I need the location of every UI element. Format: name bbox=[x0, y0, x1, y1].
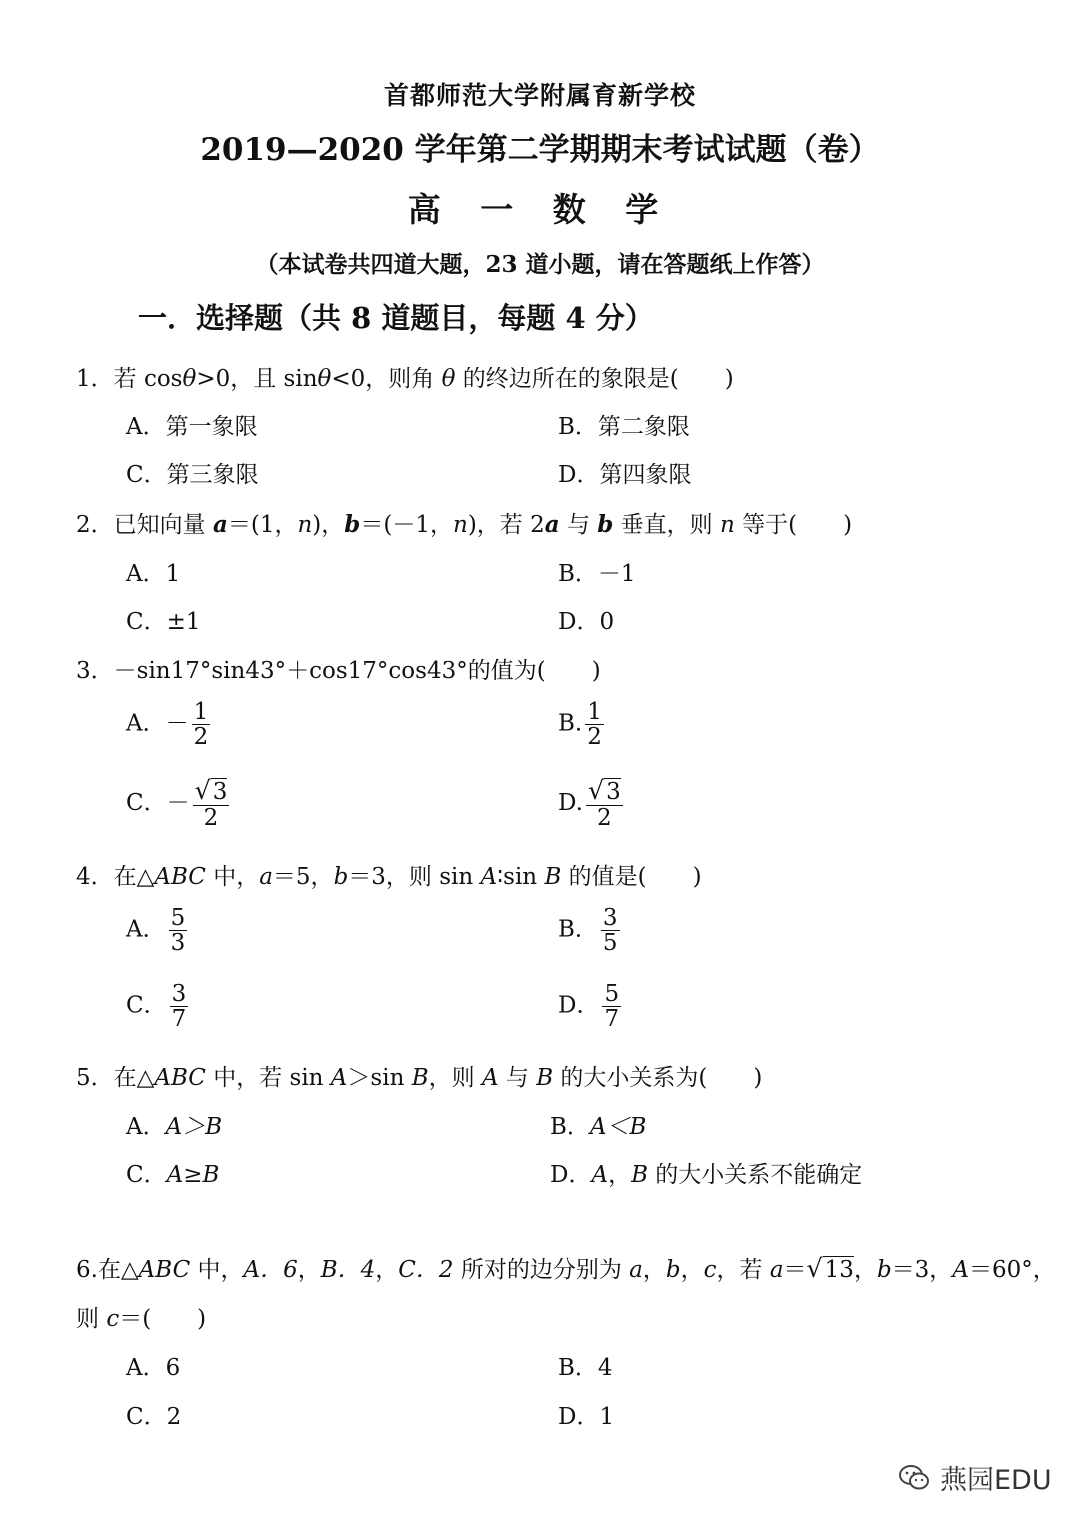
fraction: $\frac{3}{7}$ bbox=[171, 981, 187, 1033]
question-4: 4．在△ABC 中，a＝5，b＝3，则 sin A∶sin B 的值是( ) bbox=[76, 864, 702, 890]
fraction: $\frac{5}{3}$ bbox=[170, 905, 186, 957]
fraction: $\frac{1}{2}$ bbox=[193, 699, 209, 751]
q6-option-d: D．1 bbox=[558, 1404, 615, 1430]
q3-option-a: A．－ $\frac{1}{2}$ bbox=[126, 699, 209, 751]
q5-option-a: A．A＞B bbox=[126, 1114, 223, 1140]
q2-option-d: D．0 bbox=[558, 609, 615, 635]
q1-option-b: B．第二象限 bbox=[558, 414, 690, 440]
subject-title: 高 一 数 学 bbox=[407, 190, 673, 229]
q5-option-c: C．A≥B bbox=[126, 1162, 220, 1188]
q5-option-b: B．A＜B bbox=[550, 1114, 647, 1140]
watermark bbox=[898, 1458, 1052, 1497]
exam-title: 2019—2020 学年第二学期期末考试试题（卷） bbox=[200, 132, 880, 168]
section-title: 一．选择题（共 8 道题目，每题 4 分） bbox=[138, 301, 654, 335]
q2-option-b: B．－1 bbox=[558, 561, 636, 587]
q6-option-a: A．6 bbox=[126, 1355, 181, 1381]
question-1: 1．若 cosθ>0，且 sinθ<0，则角 θ 的终边所在的象限是( ) bbox=[76, 366, 734, 392]
q2-option-c: C．±1 bbox=[126, 609, 201, 635]
exam-instructions: （本试卷共四道大题，23 道小题，请在答题纸上作答） bbox=[255, 251, 825, 278]
fraction: $\frac{√3}{2}$ bbox=[194, 776, 228, 831]
q4-option-a: A． $\frac{5}{3}$ bbox=[126, 905, 186, 957]
q3-option-b: B. $\frac{1}{2}$ bbox=[558, 699, 602, 751]
q4-option-c: C． $\frac{3}{7}$ bbox=[126, 981, 187, 1033]
question-6-line-2: 则 c＝( ) bbox=[76, 1306, 207, 1332]
q6-option-b: B．4 bbox=[558, 1355, 613, 1381]
q4-option-d: D． $\frac{5}{7}$ bbox=[558, 981, 620, 1033]
q3-option-c: C．－ $\frac{√3}{2}$ bbox=[126, 776, 228, 831]
q6-option-c: C．2 bbox=[126, 1404, 182, 1430]
watermark-text: 燕园EDU bbox=[940, 1465, 1052, 1496]
fraction: $\frac{3}{5}$ bbox=[602, 905, 618, 957]
fraction: $\frac{√3}{2}$ bbox=[587, 776, 621, 831]
question-2: 2．已知向量 a＝(1，n)，b＝(－1，n)，若 2a 与 b 垂直，则 n 等于( ) bbox=[76, 511, 853, 538]
fraction: $\frac{1}{2}$ bbox=[587, 699, 602, 751]
q2-option-a: A．1 bbox=[126, 561, 181, 587]
question-5: 5．在△ABC 中，若 sin A＞sin B，则 A 与 B 的大小关系为( ) bbox=[76, 1065, 763, 1091]
q4-option-b: B． $\frac{3}{5}$ bbox=[558, 905, 618, 957]
fraction: $\frac{5}{7}$ bbox=[604, 981, 620, 1033]
question-3: 3．－sin17°sin43°＋cos17°cos43°的值为( ) bbox=[76, 658, 601, 684]
q1-option-a: A．第一象限 bbox=[126, 414, 258, 440]
q5-option-d: D．A，B 的大小关系不能确定 bbox=[550, 1162, 863, 1188]
q1-option-c: C．第三象限 bbox=[126, 462, 259, 488]
q1-option-d: D．第四象限 bbox=[558, 462, 692, 488]
question-6: 6.在△ABC 中，A．6，B．4，C．2 所对的边分别为 a，b，c，若 a＝√13，b＝3，A＝60°， bbox=[76, 1254, 1056, 1283]
wechat-icon bbox=[898, 1464, 930, 1492]
q3-option-d: D. $\frac{√3}{2}$ bbox=[558, 776, 621, 831]
school-name: 首都师范大学附属育新学校 bbox=[383, 81, 696, 110]
